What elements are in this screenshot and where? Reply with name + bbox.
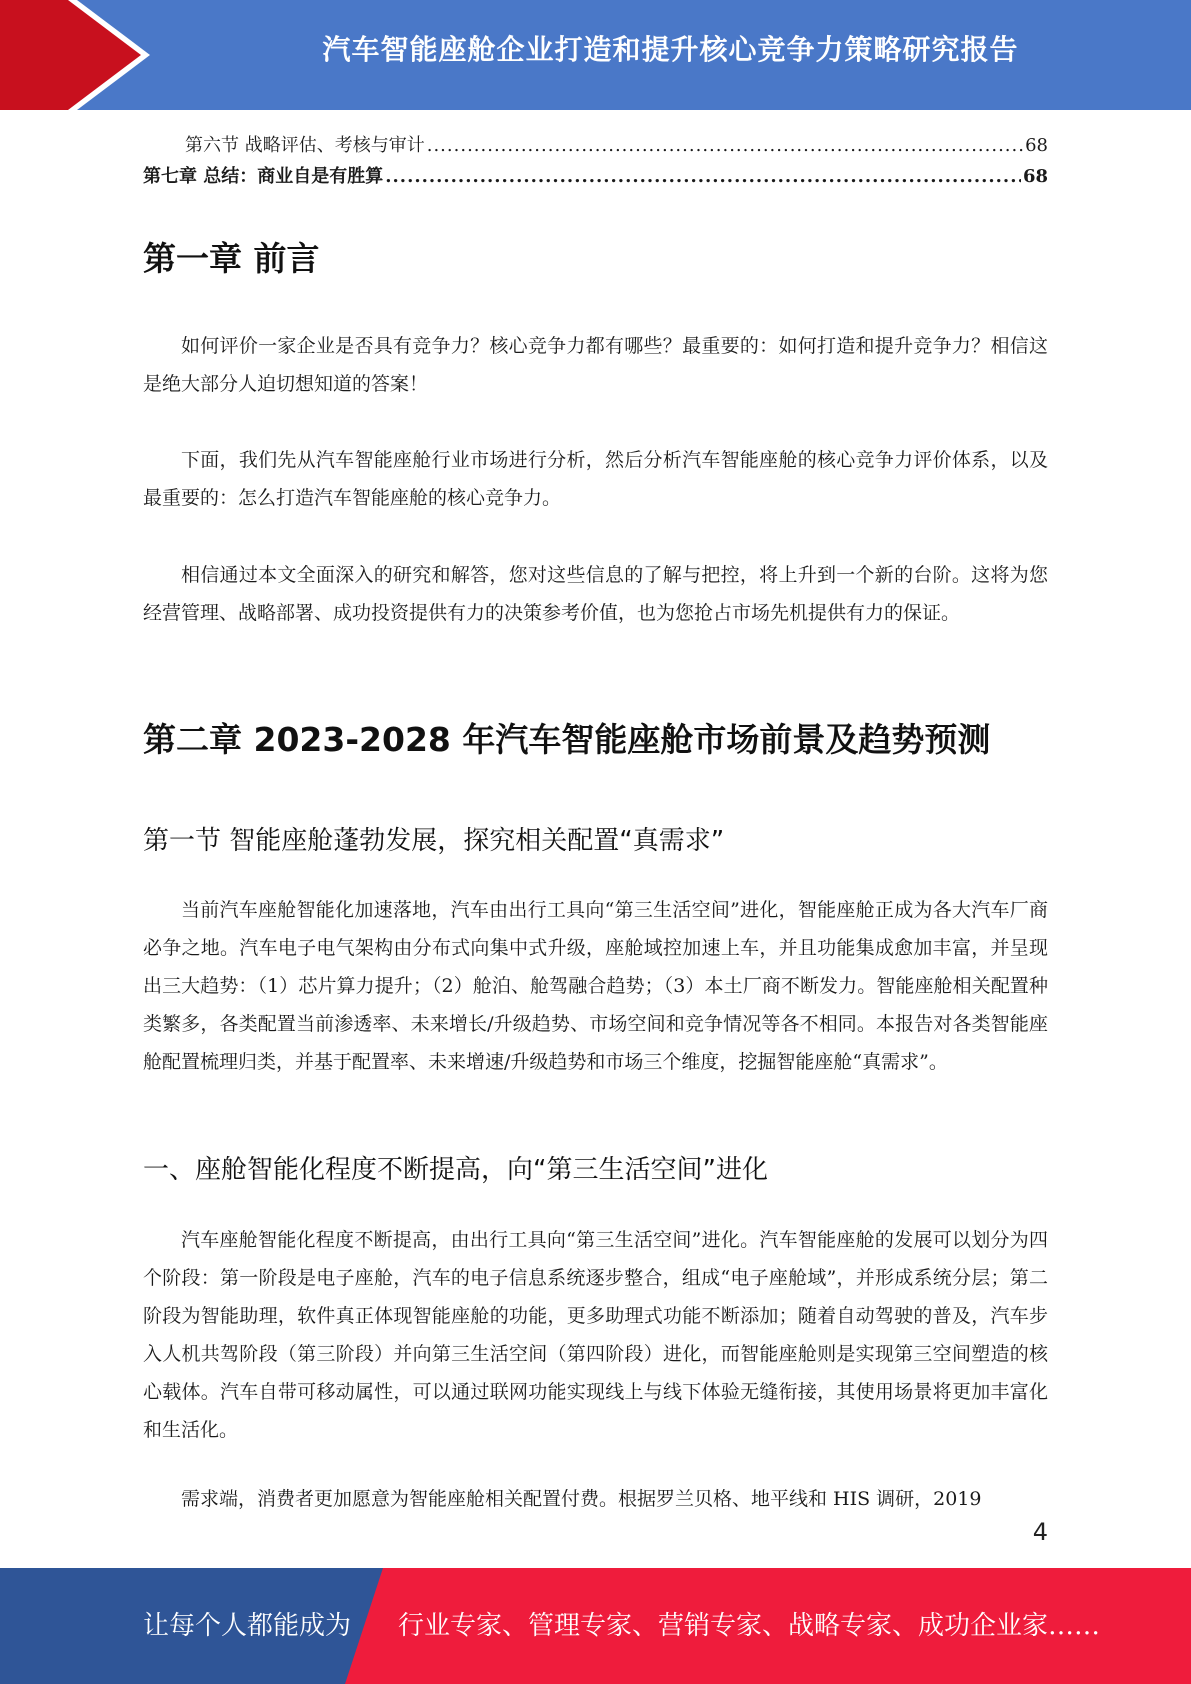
toc-entry-label: 第六节 战略评估、考核与审计 [185,135,425,156]
subsection-1-heading: 一、座舱智能化程度不断提高，向“第三生活空间”进化 [143,1155,768,1185]
section-1-heading: 第一节 智能座舱蓬勃发展，探究相关配置“真需求” [143,826,725,856]
toc-entry-chapter-7[interactable] [143,162,1048,188]
page-number: 4 [1032,1518,1048,1546]
chapter-1-paragraph-3: 相信通过本文全面深入的研究和解答，您对这些信息的了解与把控，将上升到一个新的台阶。这将为您经营管理、战略部署、成功投资提供有力的决策参考价值，也为您抢占市场先机提供有力的保证。 [143,564,1048,624]
chapter-1-paragraph-2: 下面，我们先从汽车智能座舱行业市场进行分析，然后分析汽车智能座舱的核心竞争力评价体系，以及最重要的：怎么打造汽车智能座舱的核心竞争力。 [143,449,1048,509]
subsection-1-paragraph-1: 汽车座舱智能化程度不断提高，由出行工具向“第三生活空间”进化。汽车智能座舱的发展可以划分为四个阶段：第一阶段是电子座舱，汽车的电子信息系统逐步整合，组成“电子座舱域”，并形成系统分层；第二阶段为智能助理，软件真正体现智能座舱的功能，更多助理式功能不断添加；随着自动驾驶的普及，汽车步入人机共驾阶段（第三阶段）并向第三生活空间（第四阶段）进化，而智能座舱则是实现第三空间塑造的核心载体。汽车自带可移动属性，可以通过联网功能实现线上与线下体验无缝衔接，其使用场景将更加丰富化和生活化。 [143,1229,1048,1441]
toc-leader-dots [427,135,1023,156]
footer-slogan-right: 行业专家、管理专家、营销专家、战略专家、成功企业家…… [398,1611,1101,1641]
toc-leader-dots [385,166,1021,187]
toc-entry-page: 68 [1022,166,1048,187]
toc-entry-page: 68 [1025,135,1048,156]
toc-entry-label: 第七章 总结：商业自是有胜算 [143,166,384,187]
page-footer [0,1568,1191,1684]
chapter-1-paragraph-1: 如何评价一家企业是否具有竞争力？核心竞争力都有哪些？最重要的：如何打造和提升竞争力？相信这是绝大部分人迫切想知道的答案！ [143,335,1048,395]
chapter-2-heading: 第二章 2023-2028 年汽车智能座舱市场前景及趋势预测 [143,720,991,759]
page-header [0,0,1191,110]
report-title: 汽车智能座舱企业打造和提升核心竞争力策略研究报告 [322,33,1019,66]
toc-entry-section-6[interactable] [143,131,1048,157]
footer-slogan-left: 让每个人都能成为 [143,1611,352,1641]
header-chevron-arrow [0,0,141,110]
subsection-1-paragraph-2: 需求端，消费者更加愿意为智能座舱相关配置付费。根据罗兰贝格、地平线和 HIS 调研，2019 [181,1488,982,1510]
section-1-paragraph: 当前汽车座舱智能化加速落地，汽车由出行工具向“第三生活空间”进化，智能座舱正成为各大汽车厂商必争之地。汽车电子电气架构由分布式向集中式升级，座舱域控加速上车，并且功能集成愈加丰富，并呈现出三大趋势：（1）芯片算力提升；（2）舱泊、舱驾融合趋势；（3）本土厂商不断发力。智能座舱相关配置种类繁多，各类配置当前渗透率、未来增长/升级趋势、市场空间和竞争情况等各不相同。本报告对各类智能座舱配置梳理归类，并基于配置率、未来增速/升级趋势和市场三个维度，挖掘智能座舱“真需求”。 [143,899,1048,1073]
chapter-1-heading: 第一章 前言 [143,239,320,278]
